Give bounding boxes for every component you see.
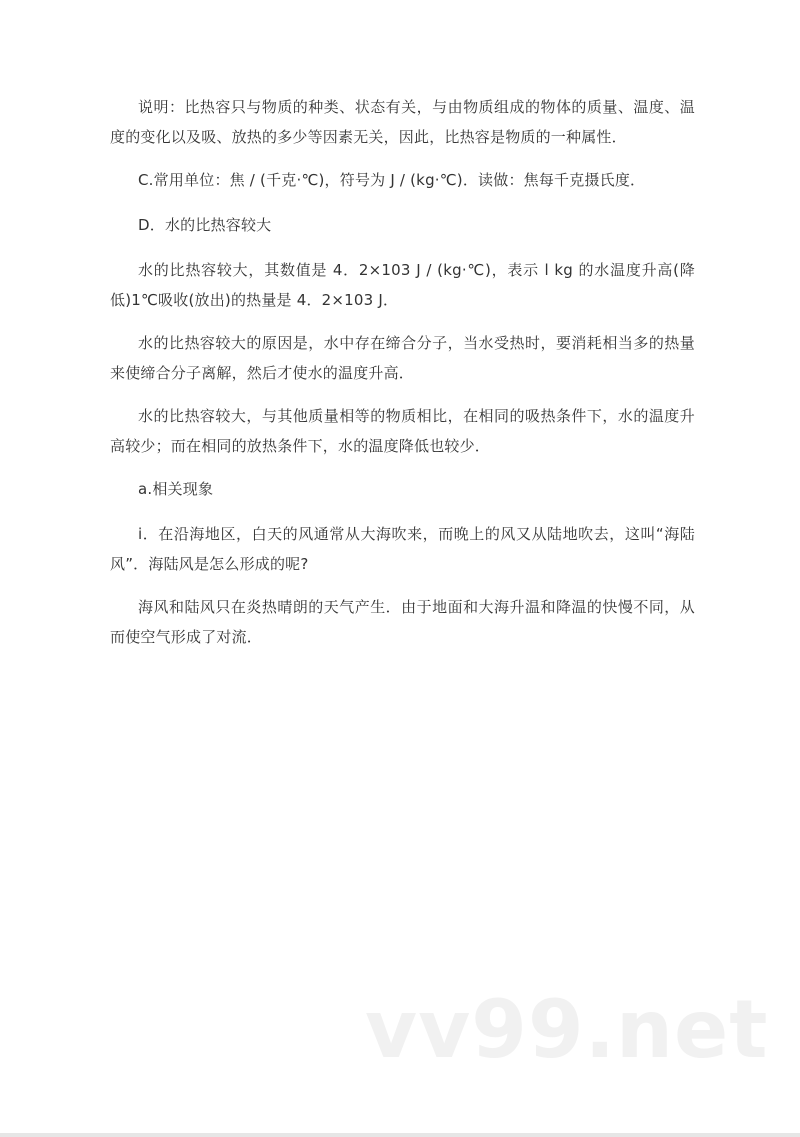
document-body	[110, 92, 695, 665]
paragraph-unit: C.常用单位：焦 / (千克·℃)，符号为 J / (kg·℃)．读做：焦每千克摄氏度．	[138, 171, 646, 189]
paragraph-sea-land-breeze-question: i．在沿海地区，白天的风通常从大海吹来，而晚上的风又从陆地吹去，这叫“海陆风”．海陆风是怎么形成的呢?	[110, 525, 695, 573]
page-bottom-edge	[0, 1133, 800, 1137]
paragraph-water-comparison: 水的比热容较大，与其他质量相等的物质相比，在相同的吸热条件下，水的温度升高较少；而在相同的放热条件下，水的温度降低也较少．	[110, 407, 695, 455]
paragraph-water-reason: 水的比热容较大的原因是，水中存在缔合分子，当水受热时，要消耗相当多的热量来使缔合分子离解，然后才使水的温度升高．	[110, 334, 695, 382]
section-heading-water: D．水的比热容较大	[138, 216, 272, 234]
section-heading-phenomena: a.相关现象	[138, 480, 214, 498]
paragraph-sea-land-breeze-answer: 海风和陆风只在炎热晴朗的天气产生．由于地面和大海升温和降温的快慢不同，从而使空气形成了对流．	[110, 598, 695, 646]
paragraph-note: 说明：比热容只与物质的种类、状态有关，与由物质组成的物体的质量、温度、温度的变化以及吸、放热的多少等因素无关，因此，比热容是物质的一种属性．	[110, 98, 695, 146]
watermark: vv99.net	[365, 983, 769, 1076]
paragraph-water-value: 水的比热容较大，其数值是 4．2×103 J / (kg·℃)，表示 l kg 的水温度升高(降低)1℃吸收(放出)的热量是 4．2×103 J．	[110, 261, 695, 309]
